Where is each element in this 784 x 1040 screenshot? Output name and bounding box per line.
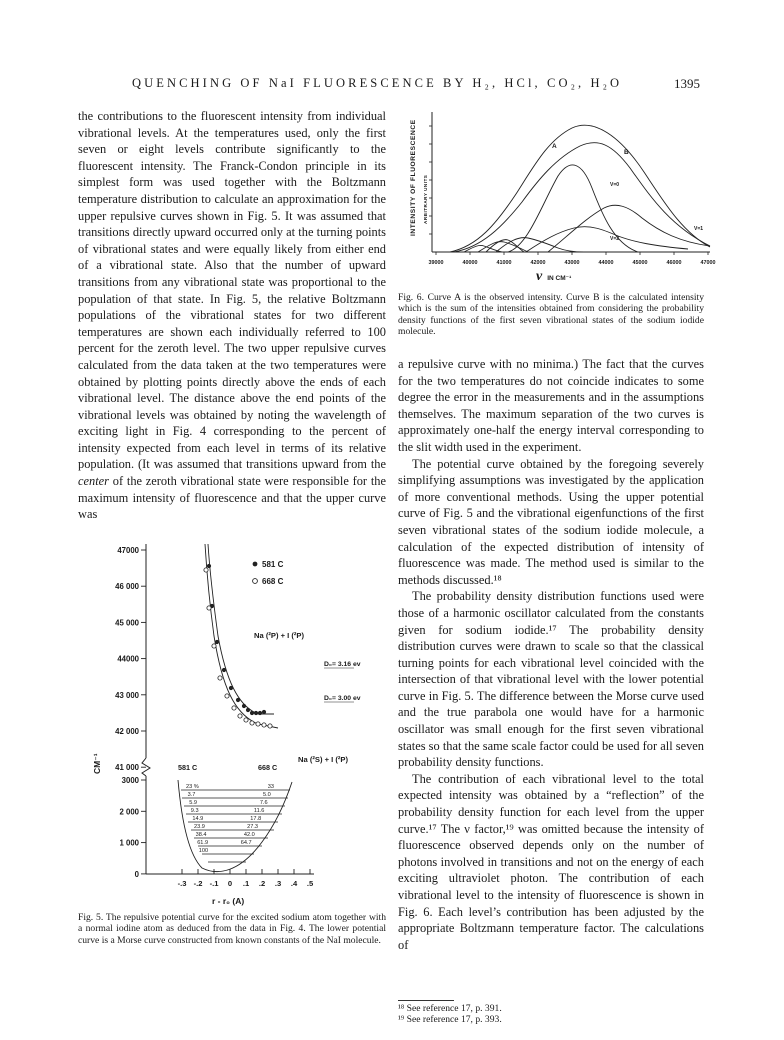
curve-a-label: A [552,143,557,150]
v2-label: V=2 [610,236,620,242]
point-668 [262,723,266,727]
fig5-xtick-label: 0 [227,879,233,888]
col-head-668: 668 C [258,763,278,772]
population-581: 3.7 [187,792,196,798]
point-581 [242,704,246,708]
fig5-xtick-label: -.3 [177,879,187,888]
point-581 [262,710,266,714]
right-column [398,356,704,953]
right-paragraph-4: The contribution of each vibrational level to the total expected intensity was obtained by a “reflection” of the probability density function for each level from the upper curve.¹⁷ The ν factor,¹⁹ was omitted because the intensity of fluorescence observed depends only on the number of photons involved in transitions and not on the energy of each exciting ultraviolet photon. The contribution of each vibrational level to the intensity of fluorescence is shown in Fig. 6. Each level’s contribution has been adjusted by the appropriate Boltzmann temperature factor. The calculations of [398,771,704,952]
col-head-581: 581 C [178,763,198,772]
population-668: 17.8 [250,816,262,822]
population-581: 23 % [186,784,199,790]
fig5-ytick-label: 45 000 [115,618,139,628]
left-text-italic: center [78,474,109,489]
left-column [78,108,386,523]
point-581 [215,640,219,644]
legend-filled-marker [253,562,258,567]
population-668: 33 [267,784,274,790]
fig5-xtick-label: .3 [274,879,282,888]
population-581: 9.3 [190,808,199,814]
point-581 [207,564,211,568]
curve-v2 [526,227,688,252]
upper-state-label: Na (²P) + I (²P) [254,631,304,640]
v0-label: V=0 [610,182,620,188]
fig6-y-label-units: ARBITRARY UNITS [423,174,428,224]
curve-b-label: B [624,149,629,156]
left-text-1: the contributions to the fluorescent intensity from individual vibrational levels. At the temperatures used, only the first seven or eight levels contribute significantly to the fluorescent intensity. The Franck-Condon principle in its simplest form was used together with the Boltzmann temperature distribution to calculate an approximation for the upper repulsive curves shown in Fig. 5. It was assumed that transitions directly upward occurred only at the turning points of vibrational states and were equally likely from either end of a vibrational state. Also that the number of upward transitions from any vibrational state was proportional to the population of that state. In Fig. 5, the relative Boltzmann populations of the vibrational states for two different temperatures are shown each individually referred to 100 percent for the zeroth level. The two upper repulsive curves calculated from the data taken at the two temperatures were obtained by plotting points directly above the ends of each vibrational level. The distance above the end points of the vibrational levels was obtained by noting the wavelength of exciting light in Fig. 4 corresponding to the percent of intensity expected from each level in terms of its relative population. (It was assumed that transitions upward from the [78,109,386,472]
point-581 [258,711,262,715]
point-581 [246,708,250,712]
population-668: 42.0 [243,832,255,838]
point-581 [229,686,233,690]
fig5-ytick-label: 3000 [121,776,139,785]
fig5-y-axis-label: CM⁻¹ [92,753,102,774]
fig6-xtick-label: 45000 [632,260,648,266]
left-paragraph [78,108,386,523]
right-paragraph-1: a repulsive curve with no minima.) The fact that the curves for the two temperatures do not coincide indicates to some degree the error in the measurements and in the assumptions themselves. The maximum separation of the two curves is approximately one-half the energy interval corresponding to the slit width used in the experiment. [398,357,704,454]
legend-668: 668 C [262,577,284,586]
fig6-xtick-label: 42000 [530,260,546,266]
point-668 [232,706,236,710]
population-668: 27.3 [247,824,258,830]
fig6-xtick-label: 41000 [496,260,512,266]
point-668 [212,644,216,648]
population-668: 7.6 [259,800,268,806]
fig6-x-axis-label: νIN CM⁻¹ [536,269,572,284]
curve-v3 [496,238,584,252]
fig6-xtick-label: 43000 [564,260,580,266]
point-668 [244,718,248,722]
legend-open-marker [253,579,258,584]
figure-5 [78,536,390,912]
left-text-2: of the zeroth vibrational state were responsible for the maximum intensity of fluorescence and that the upper curve was [78,474,386,522]
fig5-ytick-label: 46 000 [115,582,139,592]
population-581: 14.9 [192,816,204,822]
point-581 [254,711,258,715]
population-581: 61.9 [197,840,209,846]
curve-a [450,125,710,252]
lower-state-label: Na (²S) + I (²P) [298,755,348,764]
fig5-caption: Fig. 5. The repulsive potential curve for the excited sodium atom together with a normal iodine atom as deduced from the data in Fig. 4. The lower potential curve is a Morse curve constructed from known constants of the NaI molecule. [78,912,386,946]
fig6-xtick-label: 46000 [666,260,682,266]
legend-581: 581 C [262,560,284,569]
fig6-caption: Fig. 6. Curve A is the observed intensity. Curve B is the calculated intensity which is the sum of the intensities obtained from considering the probability density functions of the first seven vibrational states of the sodium iodide molecule. [398,292,704,338]
population-668: 64.7 [240,840,252,846]
fig5-xtick-label: .4 [290,879,298,888]
v1-label: V=1 [694,226,704,232]
d0-lower: D₀= 3.00 ev [324,695,361,702]
point-581 [222,668,226,672]
point-668 [218,676,222,680]
d0-upper: D₀= 3.16 ev [324,661,361,668]
right-paragraph-2: The potential curve obtained by the foregoing severely simplifying assumptions was investigated by the application of more conventional methods. Using the upper potential curve of Fig. 5 and the vibrational eigenfunctions of the first seven vibrational states of the sodium iodide molecule, a calculation of the expected distribution of intensity of fluorescence was made. The method used is similar to the methods discussed.¹⁸ [398,456,704,587]
fig5-ytick-label: 42 000 [115,727,139,736]
population-581: 5.9 [189,800,197,806]
fig6-xtick-label: 39000 [428,260,444,266]
running-header [0,76,784,96]
fig5-x-axis-label: r - r₀ (A) [212,896,245,906]
point-668 [256,722,260,726]
repulsive-curve-581 [208,544,274,714]
population-581: 23.9 [194,824,205,830]
running-title: QUENCHING OF NaI FLUORESCENCE BY H₂, HCl, CO₂, H₂O [132,76,623,90]
point-668 [204,568,208,572]
population-668: 5.0 [263,792,271,798]
footnote-18: ¹⁸ See reference 17, p. 391. [398,1003,502,1014]
fig6-y-axis-label [410,119,428,236]
fig6-xtick-label: 47000 [700,260,716,266]
population-581: 100 [198,848,209,854]
fig5-xtick-label: .1 [242,879,250,888]
fig5-ytick-label: 43 000 [115,690,139,700]
point-668 [207,606,211,610]
fig5-ytick-label: 2 000 [119,807,139,817]
point-581 [236,698,240,702]
fig5-ytick-label: 1 000 [119,838,139,848]
footnote-rule [398,1000,454,1001]
fig5-xtick-label: -.2 [193,879,203,888]
fig5-ytick-label: 44000 [117,654,139,664]
point-668 [225,694,229,698]
fig5-xtick-label: .2 [258,879,266,888]
population-668: 11.6 [253,808,265,814]
page-number: 1395 [674,76,700,91]
fig5-xtick-label: -.1 [209,879,219,888]
point-581 [250,711,254,715]
population-581: 38.4 [195,832,207,838]
figure-6 [398,106,718,292]
fig5-xtick-label: .5 [306,879,314,888]
fig5-ytick-label: 41 000 [115,763,139,773]
fig6-xtick-label: 44000 [598,260,614,266]
point-668 [238,714,242,718]
fig5-ytick-label: 47000 [117,546,139,555]
right-paragraph-3: The probability density distribution functions used were those of a harmonic oscillator calculated from the constants given for sodium iodide.¹⁷ The probability density distribution curves were drawn to scale so that the classical turning points for each vibrational level coincided with the intersection of that vibrational level with the lower potential curve in Fig. 5. The difference between the Morse curve used and the true parabola one would have for a harmonic oscillator was small enough for the first seven vibrational states so that the same scale factor could be used for all seven probability density functions. [398,589,704,770]
footnote-19: ¹⁹ See reference 17, p. 393. [398,1014,502,1025]
fig6-xtick-label: 40000 [462,260,478,266]
point-668 [268,724,272,728]
fig6-y-label-main: INTENSITY OF FLUORESCENCE [410,119,417,236]
fig5-ytick-label: 0 [134,869,139,879]
point-668 [250,721,254,725]
